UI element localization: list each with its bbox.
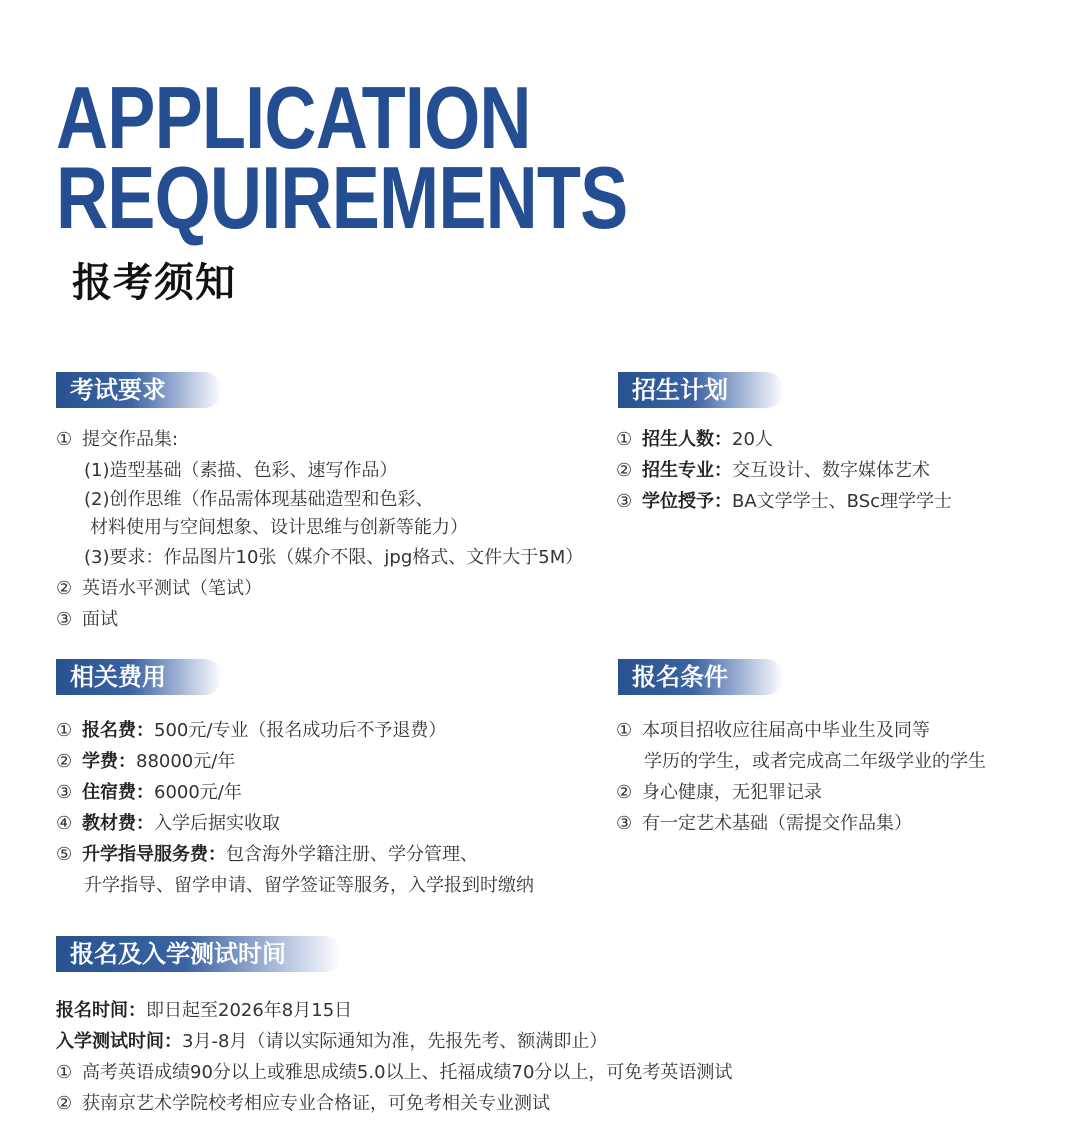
exam-subitem-1: (1)造型基础（素描、色彩、速写作品） — [84, 460, 398, 481]
plan-item-3: ③ 学位授予：BA文学学士、BSc理学学士 — [616, 491, 953, 512]
exam-subitem-2: (2)创作思维（作品需体现基础造型和色彩、 — [84, 489, 434, 510]
fee-item-5-cont: 升学指导、留学申请、留学签证等服务，入学报到时缴纳 — [84, 875, 534, 896]
section-heading-schedule: 报名及入学测试时间 — [56, 936, 342, 972]
exam-item-1: ① 提交作品集: — [56, 429, 179, 450]
condition-item-2: ② 身心健康，无犯罪记录 — [616, 782, 822, 803]
fee-item-2: ② 学费：88000元/年 — [56, 751, 236, 772]
fee-item-3: ③ 住宿费：6000元/年 — [56, 782, 242, 803]
condition-item-3: ③ 有一定艺术基础（需提交作品集） — [616, 813, 912, 834]
fee-item-1: ① 报名费：500元/专业（报名成功后不予退费） — [56, 720, 447, 741]
page-title-line2: REQUIREMENTS — [56, 148, 628, 247]
conditions-list — [616, 715, 986, 839]
registration-time: 报名时间：即日起至2026年8月15日 — [56, 1000, 353, 1021]
condition-item-1-cont: 学历的学生，或者完成高二年级学业的学生 — [644, 751, 986, 772]
exam-item-2: ② 英语水平测试（笔试） — [56, 578, 262, 599]
test-time: 入学测试时间：3月-8月（请以实际通知为准，先报先考、额满即止） — [56, 1031, 608, 1052]
section-heading-plan: 招生计划 — [618, 372, 784, 408]
exam-list — [56, 424, 583, 635]
page-subtitle: 报考须知 — [72, 260, 236, 306]
exemption-item-2: ② 获南京艺术学院校考相应专业合格证，可免考相关专业测试 — [56, 1093, 550, 1114]
fees-list — [56, 715, 534, 901]
plan-list — [616, 424, 952, 517]
exemption-item-1: ① 高考英语成绩90分以上或雅思成绩5.0以上、托福成绩70分以上，可免考英语测试 — [56, 1062, 733, 1083]
fee-item-4: ④ 教材费：入学后据实收取 — [56, 813, 280, 834]
exam-subitem-2-cont: 材料使用与空间想象、设计思维与创新等能力） — [90, 517, 468, 538]
section-heading-conditions: 报名条件 — [618, 659, 784, 695]
schedule-list — [56, 995, 732, 1119]
exam-subitem-3: (3)要求：作品图片10张（媒介不限、jpg格式、文件大于5M） — [84, 547, 584, 568]
section-heading-exam: 考试要求 — [56, 372, 222, 408]
plan-item-2: ② 招生专业：交互设计、数字媒体艺术 — [616, 460, 930, 481]
section-heading-fees: 相关费用 — [56, 659, 222, 695]
page-title-line1: APPLICATION — [56, 68, 531, 167]
exam-item-3: ③ 面试 — [56, 609, 118, 630]
plan-item-1: ① 招生人数：20人 — [616, 429, 773, 450]
condition-item-1: ① 本项目招收应往届高中毕业生及同等 — [616, 720, 930, 741]
fee-item-5: ⑤ 升学指导服务费：包含海外学籍注册、学分管理、 — [56, 844, 478, 865]
